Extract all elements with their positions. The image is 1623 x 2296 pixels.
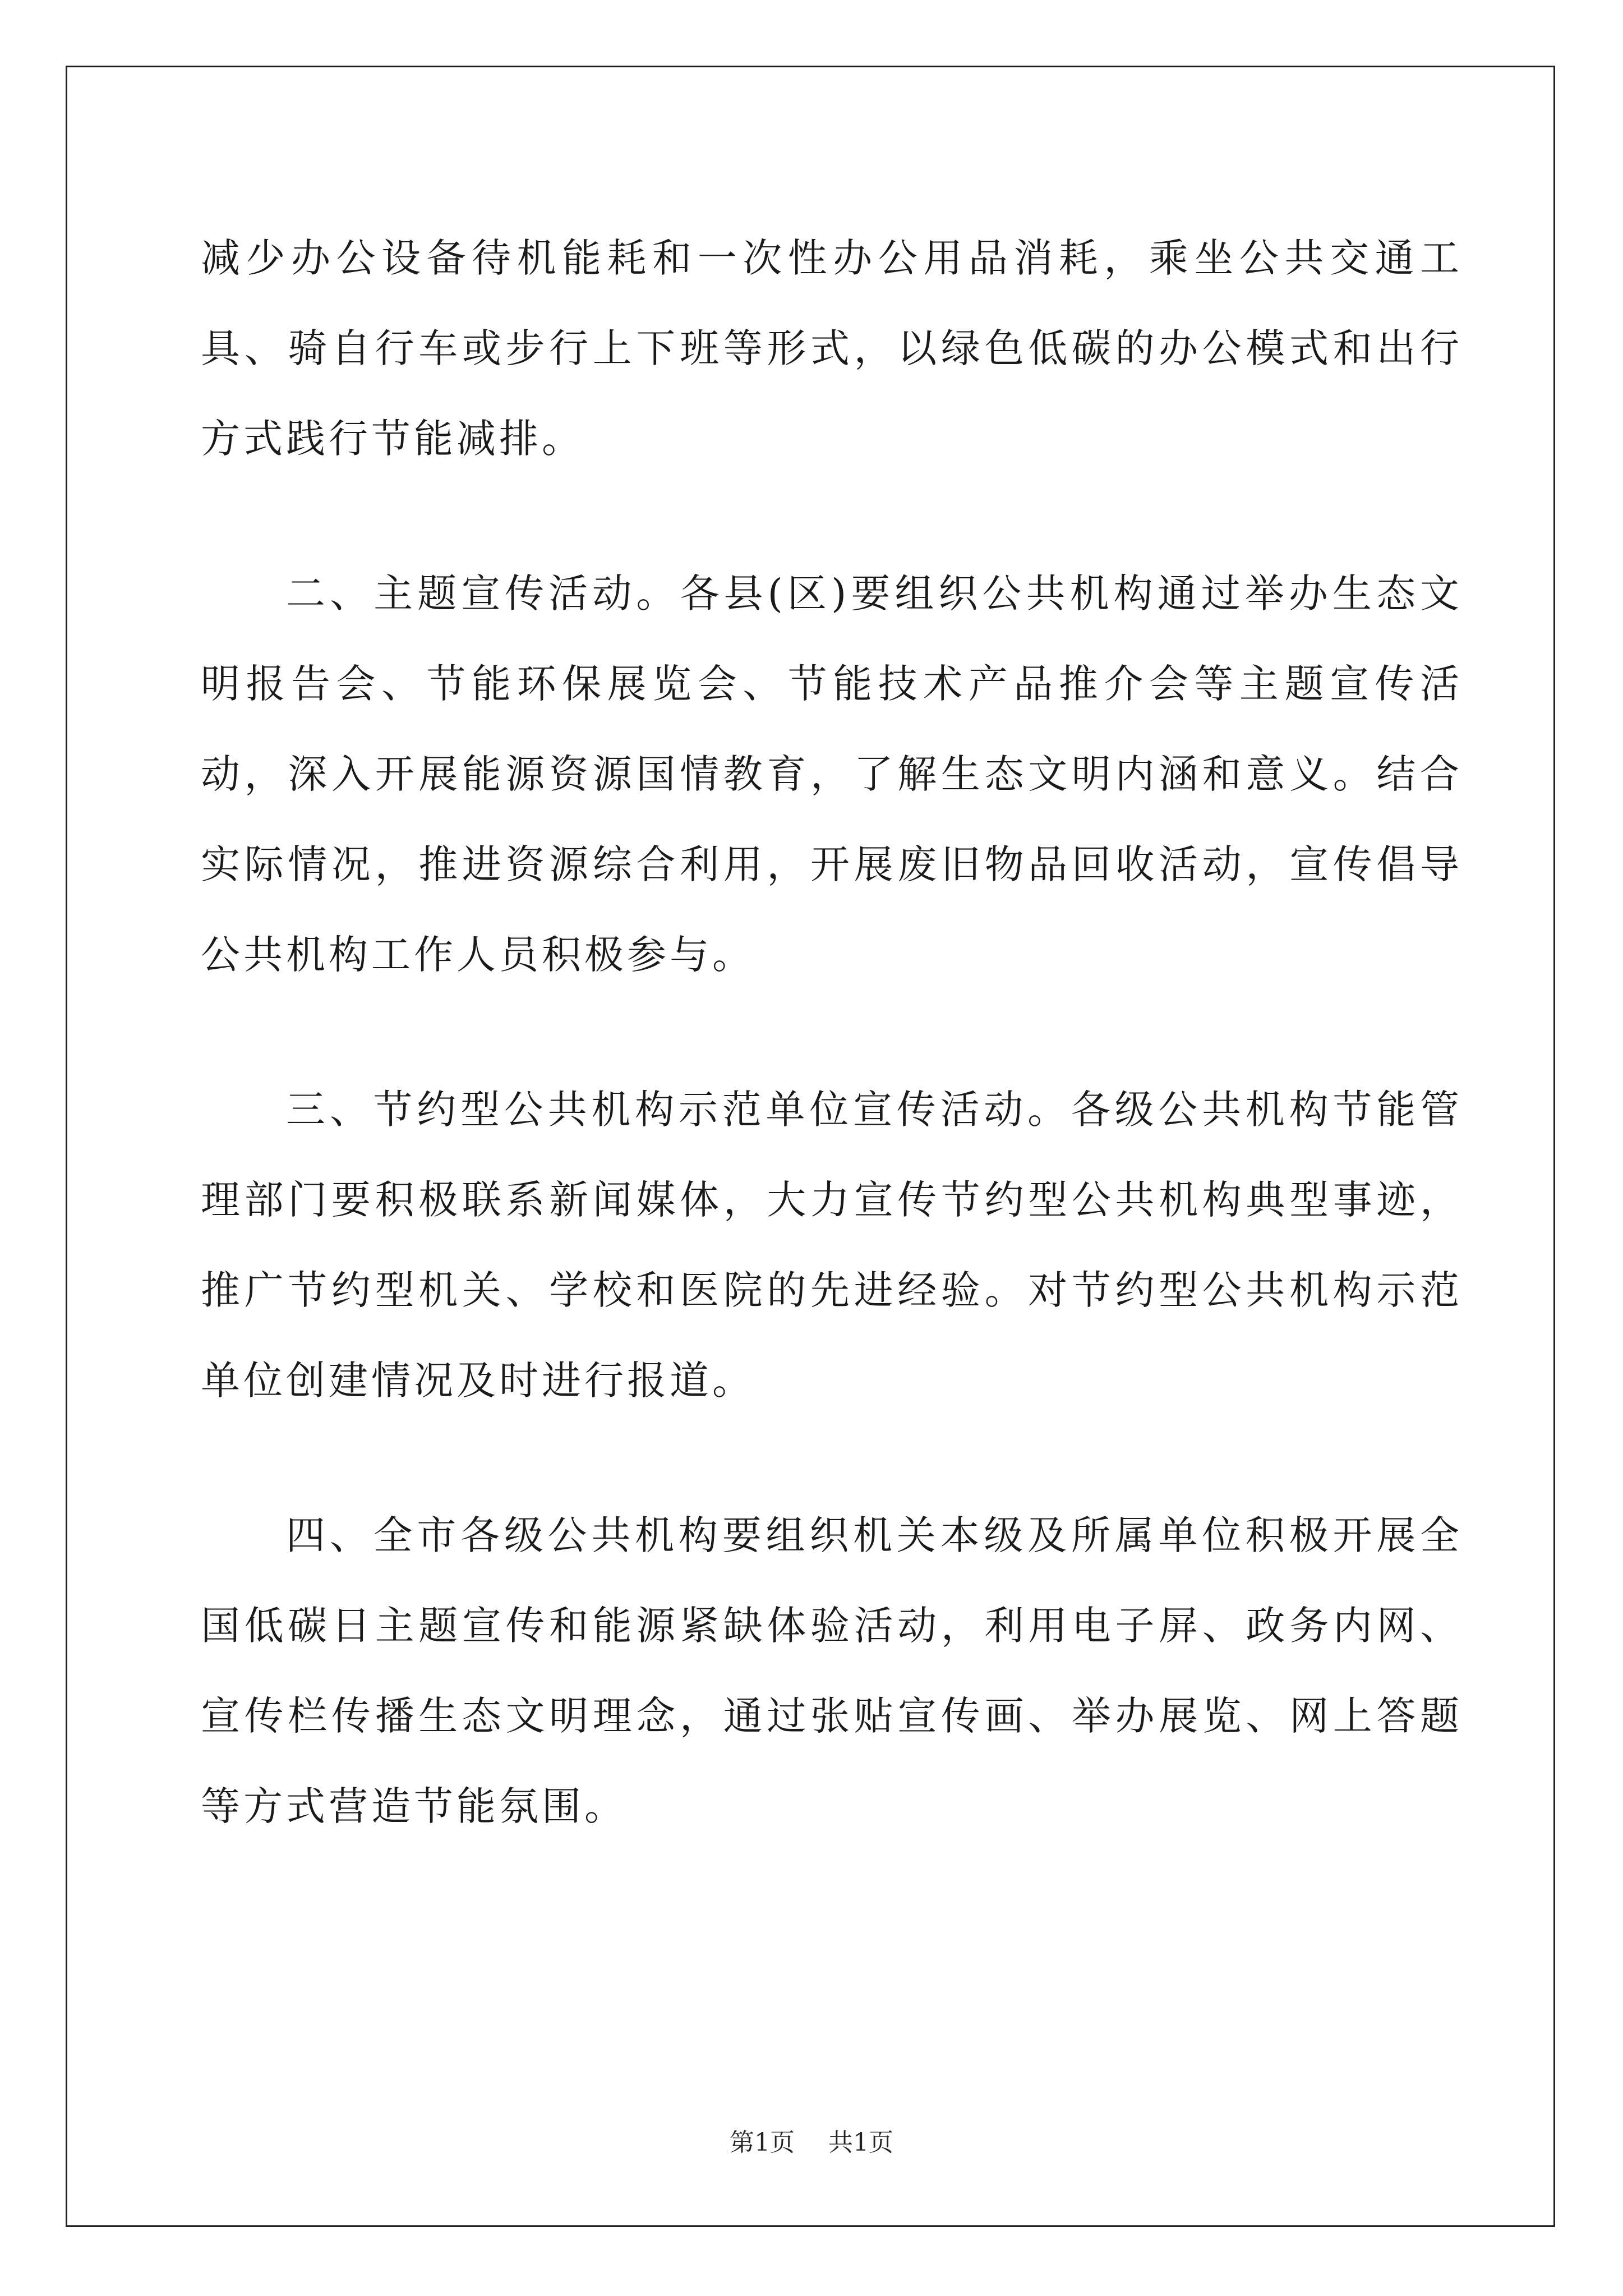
page-footer xyxy=(0,2126,1623,2160)
paragraph-3: 三、节约型公共机构示范单位宣传活动。各级公共机构节能管理部门要积极联系新闻媒体，大力宣传节约型公共机构典型事迹，推广节约型机关、学校和医院的先进经验。对节约型公共机构示范单位创建情况及时进行报道。 xyxy=(201,1087,1463,1404)
document-body xyxy=(201,213,1463,1916)
paragraph-2: 二、主题宣传活动。各县(区)要组织公共机构通过举办生态文明报告会、节能环保展览会、节能技术产品推介会等主题宣传活动，深入开展能源资源国情教育，了解生态文明内涵和意义。结合实际情况，推进资源综合利用，开展废旧物品回收活动，宣传倡导公共机构工作人员积极参与。 xyxy=(201,570,1463,978)
paragraph-4: 四、全市各级公共机构要组织机关本级及所属单位积极开展全国低碳日主题宣传和能源紧缺体验活动，利用电子屏、政务内网、宣传栏传播生态文明理念，通过张贴宣传画、举办展览、网上答题等方式营造节能氛围。 xyxy=(201,1512,1463,1829)
page-number-total: 共1页 xyxy=(828,2128,893,2157)
paragraph-1: 减少办公设备待机能耗和一次性办公用品消耗，乘坐公共交通工具、骑自行车或步行上下班等形式，以绿色低碳的办公模式和出行方式践行节能减排。 xyxy=(201,235,1463,462)
page-number-current: 第1页 xyxy=(730,2128,795,2157)
